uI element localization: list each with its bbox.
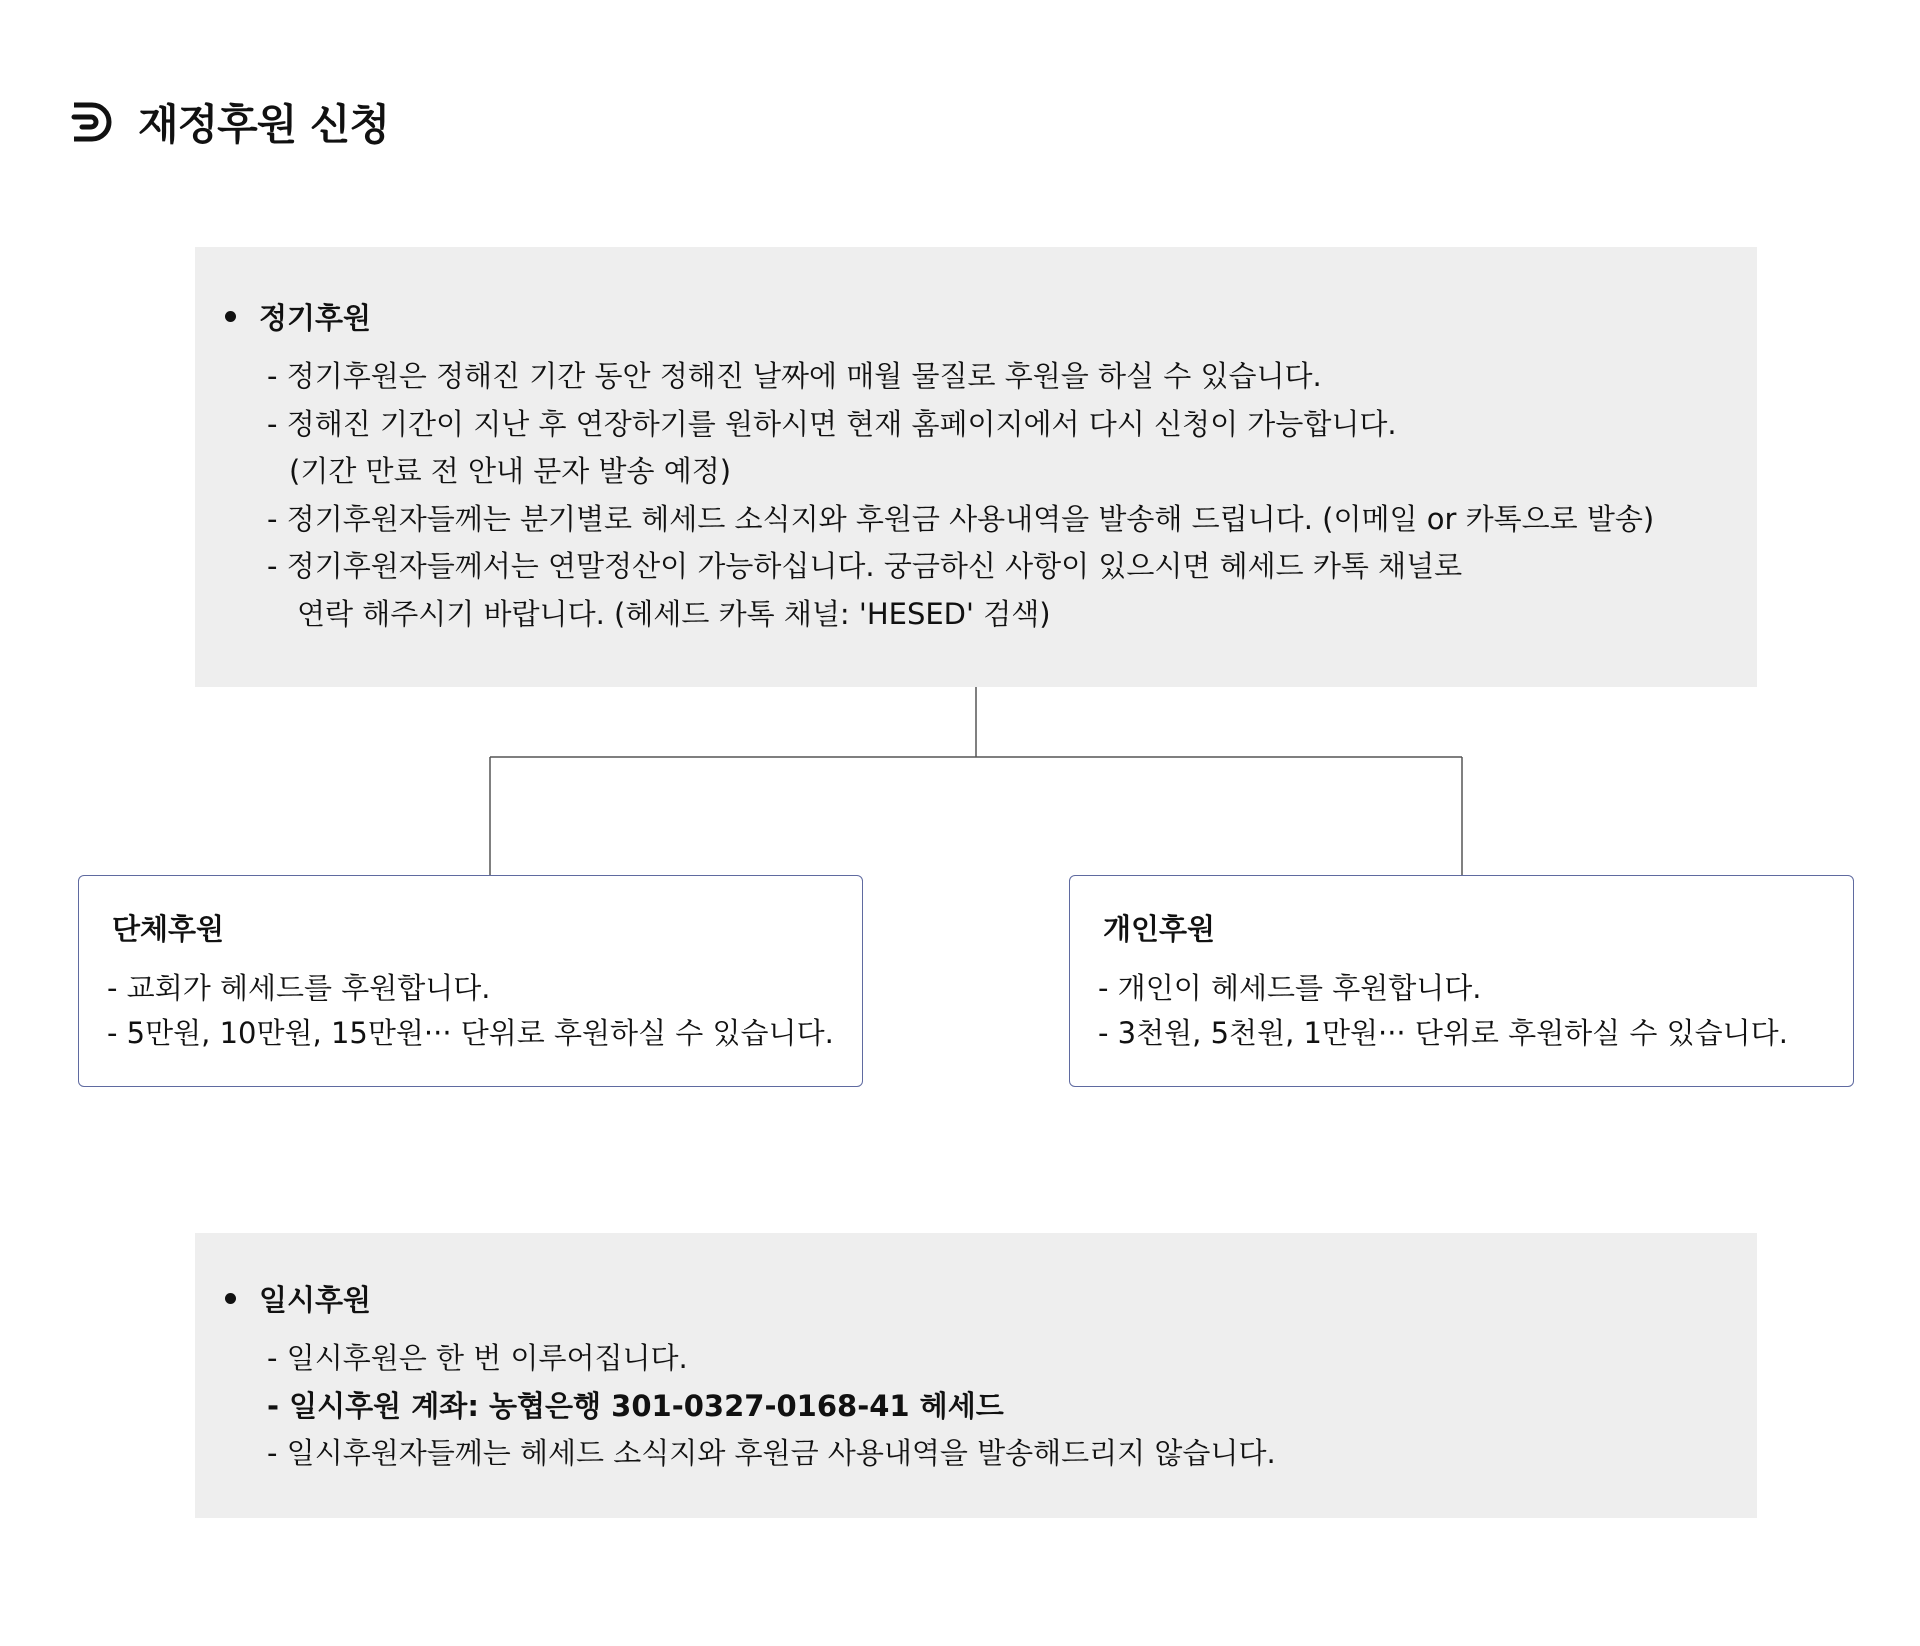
page-title: 재정후원 신청 — [138, 100, 390, 149]
onetime-donation-heading — [225, 1279, 1757, 1317]
regular-donation-title: 정기후원 — [259, 300, 372, 335]
bullet-dot — [225, 311, 236, 322]
personal-donation-title: 개인후원 — [1103, 912, 1216, 946]
detail-line: - 정해진 기간이 지난 후 연장하기를 원하시면 현재 홈페이지에서 다시 신청이 가능합니다. — [267, 406, 1397, 441]
regular-donation-heading — [225, 297, 1757, 335]
group-donation-details — [107, 966, 862, 1056]
onetime-donation-details — [225, 1335, 1757, 1478]
detail-line: - 정기후원자들께서는 연말정산이 가능하십니다. 궁금하신 사항이 있으시면 헤세드 카톡 채널로 — [267, 549, 1463, 583]
bank-account-line: - 일시후원 계좌: 농협은행 301-0327-0168-41 헤세드 — [267, 1388, 1004, 1423]
detail-line: - 3천원, 5천원, 1만원··· 단위로 후원하실 수 있습니다. — [1098, 1016, 1788, 1050]
detail-line: - 교회가 헤세드를 후원합니다. — [107, 971, 491, 1005]
group-donation-title: 단체후원 — [112, 912, 225, 946]
group-donation-box — [78, 875, 863, 1087]
detail-line: - 일시후원은 한 번 이루어집니다. — [267, 1341, 688, 1375]
detail-line: - 5만원, 10만원, 15만원··· 단위로 후원하실 수 있습니다. — [107, 1016, 834, 1050]
onetime-donation-section — [195, 1233, 1757, 1518]
bullet-dot — [225, 1293, 236, 1304]
detail-line: - 정기후원자들께는 분기별로 헤세드 소식지와 후원금 사용내역을 발송해 드립니다. (이메일 or 카톡으로 발송) — [267, 501, 1655, 536]
regular-donation-details — [225, 353, 1757, 638]
detail-line: (기간 만료 전 안내 문자 발송 예정) — [289, 454, 732, 488]
personal-donation-box — [1069, 875, 1854, 1087]
detail-line: - 일시후원자들께는 헤세드 소식지와 후원금 사용내역을 발송해드리지 않습니다. — [267, 1436, 1276, 1470]
personal-donation-details — [1098, 966, 1853, 1056]
page-header — [70, 92, 389, 152]
onetime-donation-title: 일시후원 — [259, 1282, 372, 1317]
detail-line: - 개인이 헤세드를 후원합니다. — [1098, 971, 1482, 1005]
d-logo-icon — [70, 100, 114, 144]
regular-donation-section — [195, 247, 1757, 687]
detail-line: 연락 해주시기 바랍니다. (헤세드 카톡 채널: 'HESED' 검색) — [297, 596, 1051, 631]
detail-line: - 정기후원은 정해진 기간 동안 정해진 날짜에 매월 물질로 후원을 하실 수 있습니다. — [267, 359, 1322, 393]
